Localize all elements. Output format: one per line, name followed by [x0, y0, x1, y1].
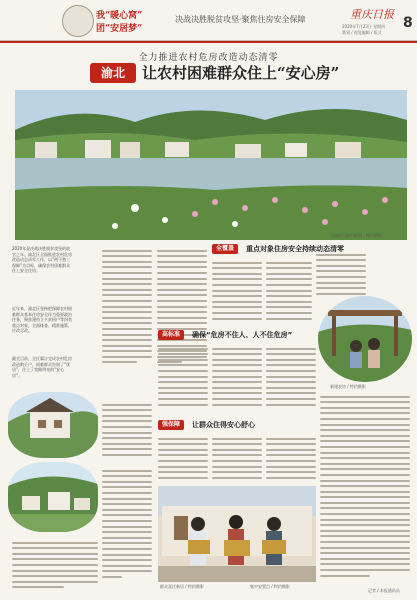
newspaper-name: 重庆日报	[350, 8, 394, 21]
left-photo-village	[8, 462, 98, 532]
section-photo-credit-3: 集中安置点 / 特约摄影	[250, 584, 290, 589]
section-photo-credit-2: 群众喜迁新居 / 特约摄影	[160, 584, 204, 589]
lead-paragraph-2: 近年来，渝北区坚持把保障农村困难群众基本住房安全作为重要政治任务，聚焦建档立卡贫困户等四类重点对象，全面排查、精准施策、应改尽改。	[12, 306, 72, 334]
section-title-1: 重点对象住房安全持续动态清零	[246, 245, 344, 253]
campaign-title: 决战决胜脱贫攻坚·聚焦住房安全保障	[175, 15, 306, 24]
photo-residents-new-home	[158, 486, 316, 582]
author-byline: 记者 / 本报通讯员	[368, 588, 400, 593]
campaign-slogan-2: 团“安居梦”	[96, 24, 143, 34]
editor-credits: 策划 / 视觉编辑 / 版式	[342, 30, 382, 35]
left-column-text	[12, 538, 98, 594]
section-2-col-b	[212, 344, 262, 408]
section-1-col-c	[316, 250, 366, 298]
hero-photo-credit: 大盛镇天险村新貌 / 特约摄影	[330, 233, 382, 238]
section-title-3: 让群众住得安心舒心	[192, 421, 255, 429]
page-number: 8	[403, 15, 413, 31]
header-rule	[0, 41, 417, 43]
left-photo-house	[8, 392, 98, 458]
section-3-col-a	[158, 434, 208, 484]
section-3-col-e	[102, 466, 152, 592]
section-1-col-b	[266, 258, 312, 324]
photo-residents-pavilion	[318, 296, 412, 382]
hero-photo	[15, 90, 407, 240]
section-tag-2: 高标准	[158, 330, 184, 340]
region-badge: 渝北	[90, 63, 136, 83]
lead-paragraph-1: 2020年是决战决胜脱贫攻坚的收官之年。渝北区全面推进农村危房改造动态清零工作，以“两不愁三保障”为目标，确保农村困难群众住上安全住房。	[12, 246, 72, 274]
section-1-col-a	[212, 258, 262, 324]
section-2-col-a	[158, 344, 208, 408]
lead-paragraph-3: 截至目前，全区累计完成农村危房改造数千户，困难群众告别了“忧居”，住上了宽敞明亮的“安心房”。	[12, 356, 72, 378]
body-column-1	[102, 246, 152, 398]
headline: 让农村困难群众住上“安心房”	[142, 64, 340, 82]
section-photo-credit-1: 新建农房 / 特约摄影	[330, 384, 366, 389]
campaign-logo-icon	[62, 5, 94, 37]
section-2-col-d	[102, 400, 152, 460]
kicker: 全力推进农村危房改造动态清零	[138, 53, 279, 63]
section-2-col-c	[266, 344, 316, 408]
campaign-slogan-1: 我“暖心窝”	[96, 11, 143, 21]
section-3-col-c	[266, 434, 316, 484]
section-title-2: 确保“危房不住人、人不住危房”	[192, 331, 293, 339]
section-3-col-b	[212, 434, 262, 484]
section-3-col-d	[320, 392, 410, 592]
section-tag-1: 全覆盖	[212, 244, 238, 254]
section-tag-3: 强保障	[158, 420, 184, 430]
issue-date: 2020年7月23日 星期四	[342, 24, 386, 29]
